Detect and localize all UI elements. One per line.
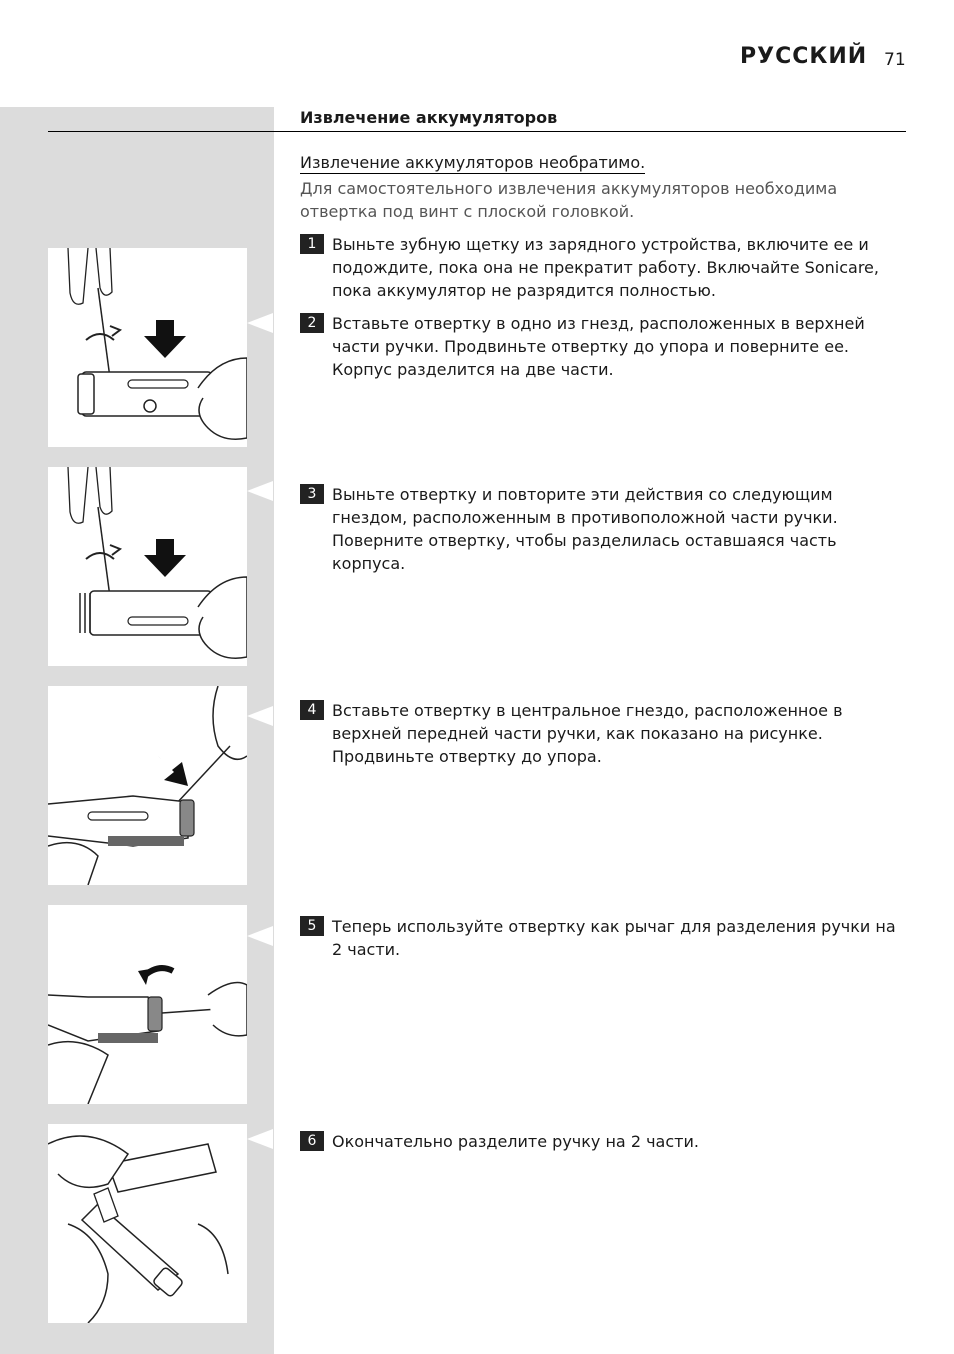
figure-step-2: [48, 248, 247, 447]
figure-pointer: [247, 481, 273, 501]
figure-pointer: [247, 313, 273, 333]
step-number: 4: [300, 700, 324, 720]
figure-pointer: [247, 1129, 273, 1149]
note-text: Для самостоятельного извлечения аккумуляторов необходима отвертка под винт с плоской головкой.: [300, 179, 838, 221]
handle-screwdriver-illustration: [48, 686, 247, 885]
step-text: Теперь используйте отвертку как рычаг для разделения ручки на 2 части.: [332, 917, 896, 959]
step-text: Выньте зубную щетку из зарядного устройства, включите ее и подождите, пока она не прекратит работу. Включайте Sonicare, пока аккумулятор не разрядится полностью.: [332, 235, 879, 300]
step-text: Вставьте отвертку в центральное гнездо, расположенное в верхней передней части ручки, как показано на рисунке. Продвиньте отвертку до упора.: [332, 701, 843, 766]
step-6: [300, 1130, 906, 1153]
section-divider: [48, 131, 906, 132]
header-language: РУССКИЙ: [740, 44, 868, 69]
step-text: Окончательно разделите ручку на 2 части.: [332, 1132, 699, 1151]
step-text: Выньте отвертку и повторите эти действия со следующим гнездом, расположенным в противоположной части ручки. Поверните отвертку, чтобы разделилась оставшаяся часть корпуса.: [332, 485, 838, 573]
handle-screwdriver-illustration: [48, 467, 247, 666]
step-number: 6: [300, 1131, 324, 1151]
section-title: Извлечение аккумуляторов: [300, 108, 558, 127]
step-number: 1: [300, 234, 324, 254]
figure-step-3: [48, 467, 247, 666]
figure-pointer: [247, 926, 273, 946]
figure-step-4: [48, 686, 247, 885]
step-1: [300, 233, 906, 302]
handle-screwdriver-illustration: [48, 905, 247, 1104]
figure-step-6: [48, 1124, 247, 1323]
handle-screwdriver-illustration: [48, 248, 247, 447]
step-2: [300, 312, 906, 381]
step-3: [300, 483, 906, 575]
figure-pointer: [247, 706, 273, 726]
step-number: 2: [300, 313, 324, 333]
handle-separated-illustration: [48, 1124, 247, 1323]
page-number: 71: [884, 50, 906, 70]
step-number: 5: [300, 916, 324, 936]
step-5: [300, 915, 906, 961]
figure-step-5: [48, 905, 247, 1104]
warning-text: Извлечение аккумуляторов необратимо.: [300, 153, 646, 172]
step-text: Вставьте отвертку в одно из гнезд, расположенных в верхней части ручки. Продвиньте отвертку до упора и поверните ее. Корпус разделится на две части.: [332, 314, 865, 379]
step-number: 3: [300, 484, 324, 504]
step-4: [300, 699, 906, 768]
